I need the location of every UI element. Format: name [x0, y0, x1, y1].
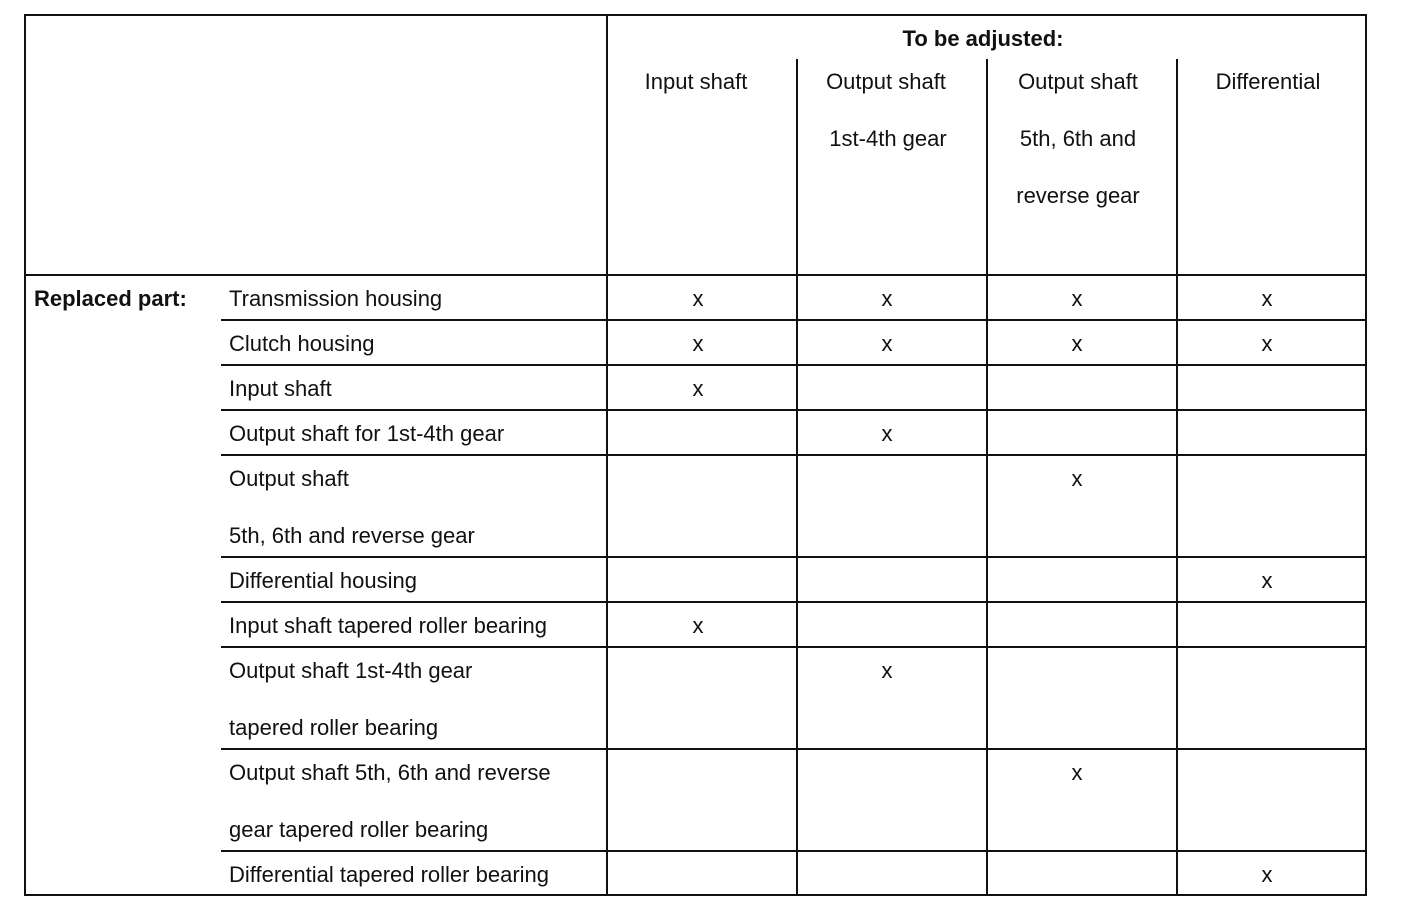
row-label: Differential housing — [229, 568, 417, 593]
row-mark: x — [1071, 760, 1083, 785]
table-left-border — [24, 14, 26, 896]
row-mark: x — [692, 286, 704, 311]
row-group-label: Replaced part: — [34, 286, 187, 311]
table-top-border — [24, 14, 1367, 16]
row-label: Output shaft 5th, 6th and reverse — [229, 760, 551, 785]
row-label: gear tapered roller bearing — [229, 817, 489, 842]
row-label: tapered roller bearing — [229, 715, 439, 740]
row-divider — [221, 850, 1367, 852]
row-mark: x — [1071, 331, 1083, 356]
row-mark: x — [881, 286, 893, 311]
column-divider — [1176, 59, 1178, 896]
row-mark: x — [1261, 568, 1273, 593]
row-mark: x — [1071, 286, 1083, 311]
row-divider — [221, 748, 1367, 750]
column-header-differential: Differential — [1215, 69, 1321, 94]
table-bottom-border — [24, 894, 1367, 896]
row-mark: x — [1261, 286, 1273, 311]
row-divider — [221, 364, 1367, 366]
row-label: Clutch housing — [229, 331, 375, 356]
row-label: 5th, 6th and reverse gear — [229, 523, 475, 548]
row-label: Output shaft — [229, 466, 349, 491]
row-divider — [221, 409, 1367, 411]
column-divider — [986, 59, 988, 896]
row-label: Output shaft for 1st-4th gear — [229, 421, 505, 446]
row-divider — [221, 646, 1367, 648]
row-label: Input shaft tapered roller bearing — [229, 613, 547, 638]
column-header-output-shaft-5-6-r: 5th, 6th and — [1019, 126, 1137, 151]
column-divider — [796, 59, 798, 896]
row-mark: x — [1261, 331, 1273, 356]
row-label: Output shaft 1st-4th gear — [229, 658, 473, 683]
column-header-output-shaft-5-6-r: reverse gear — [1016, 183, 1140, 208]
row-mark: x — [881, 331, 893, 356]
column-header-output-shaft-5-6-r: Output shaft — [1018, 69, 1138, 94]
row-divider — [221, 319, 1367, 321]
row-mark: x — [692, 331, 704, 356]
row-mark: x — [692, 376, 704, 401]
row-divider — [221, 556, 1367, 558]
column-header-output-shaft-1-4: Output shaft — [826, 69, 946, 94]
row-mark: x — [1261, 862, 1273, 887]
column-header-input-shaft: Input shaft — [644, 69, 748, 94]
column-header-output-shaft-1-4: 1st-4th gear — [829, 126, 947, 151]
row-divider — [221, 601, 1367, 603]
row-mark: x — [881, 421, 893, 446]
row-label: Transmission housing — [229, 286, 443, 311]
row-mark: x — [1071, 466, 1083, 491]
row-divider — [221, 454, 1367, 456]
header-bottom-border — [24, 274, 1367, 276]
row-label: Input shaft — [229, 376, 332, 401]
row-mark: x — [692, 613, 704, 638]
header-title: To be adjusted: — [902, 26, 1064, 51]
row-mark: x — [881, 658, 893, 683]
row-label: Differential tapered roller bearing — [229, 862, 549, 887]
